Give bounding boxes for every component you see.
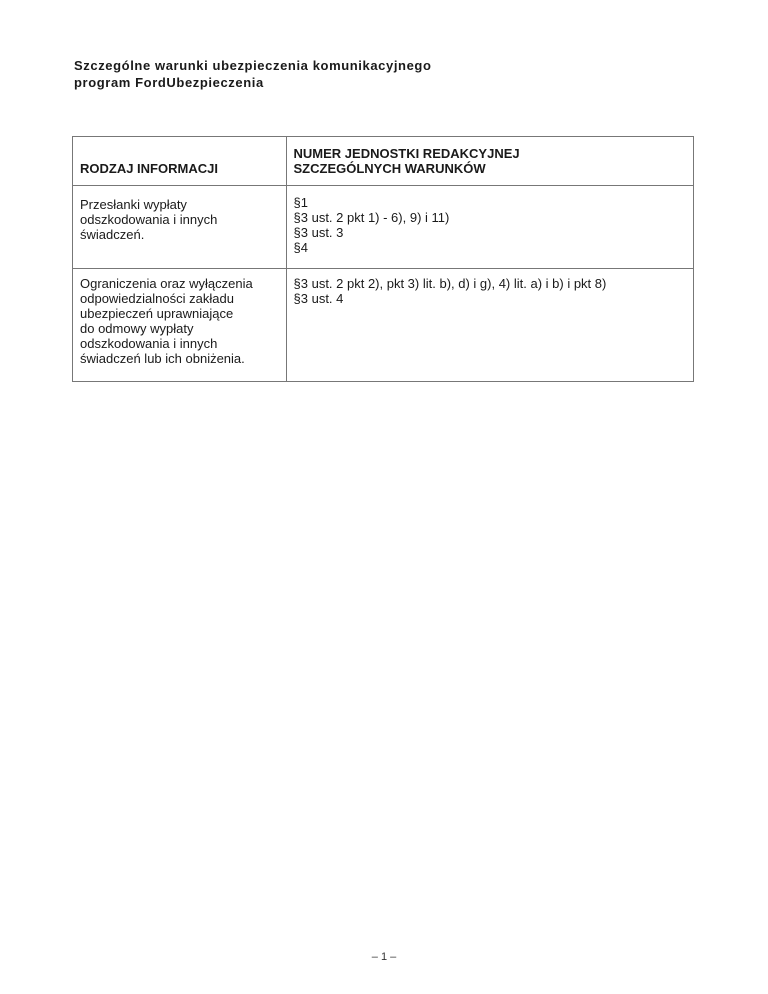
information-text-line: odszkodowania i innych <box>80 212 218 227</box>
unit-reference-line: §3 ust. 4 <box>293 291 344 306</box>
information-text-line: odszkodowania i innych <box>80 336 218 351</box>
header-unit-number-line-1: NUMER JEDNOSTKI REDAKCYJNEJ <box>293 146 520 161</box>
unit-reference-line: §4 <box>293 240 308 255</box>
header-information-type <box>73 137 287 186</box>
table-row <box>73 186 694 269</box>
header-unit-number-line-2: SZCZEGÓLNYCH WARUNKÓW <box>293 161 486 176</box>
page-number: – 1 – <box>371 951 397 963</box>
information-type-cell <box>73 269 287 382</box>
information-table <box>72 136 694 382</box>
header-information-type-label: RODZAJ INFORMACJI <box>80 160 218 176</box>
table-row <box>73 269 694 382</box>
header-unit-number <box>286 137 693 186</box>
unit-number-cell <box>286 269 693 382</box>
information-text-line: odpowiedzialności zakładu <box>80 291 234 306</box>
unit-reference-line: §3 ust. 2 pkt 1) - 6), 9) i 11) <box>293 210 450 225</box>
document-title <box>74 57 432 91</box>
information-text-line: świadczeń lub ich obniżenia. <box>80 351 245 366</box>
table-header-row <box>73 137 694 186</box>
unit-number-cell <box>286 186 693 269</box>
information-text-line: ubezpieczeń uprawniające <box>80 306 234 321</box>
document-title-line-2: program FordUbezpieczenia <box>74 75 264 90</box>
unit-reference-line: §3 ust. 2 pkt 2), pkt 3) lit. b), d) i g), 4) lit. a) i b) i pkt 8) <box>293 276 607 291</box>
information-type-cell <box>73 186 287 269</box>
information-text-line: świadczeń. <box>80 227 145 242</box>
information-text-line: Ograniczenia oraz wyłączenia <box>80 276 253 291</box>
information-text-line: do odmowy wypłaty <box>80 321 194 336</box>
unit-reference-line: §3 ust. 3 <box>293 225 344 240</box>
unit-reference-line: §1 <box>293 195 308 210</box>
document-title-line-1: Szczególne warunki ubezpieczenia komunikacyjnego <box>74 58 432 73</box>
information-text-line: Przesłanki wypłaty <box>80 197 187 212</box>
